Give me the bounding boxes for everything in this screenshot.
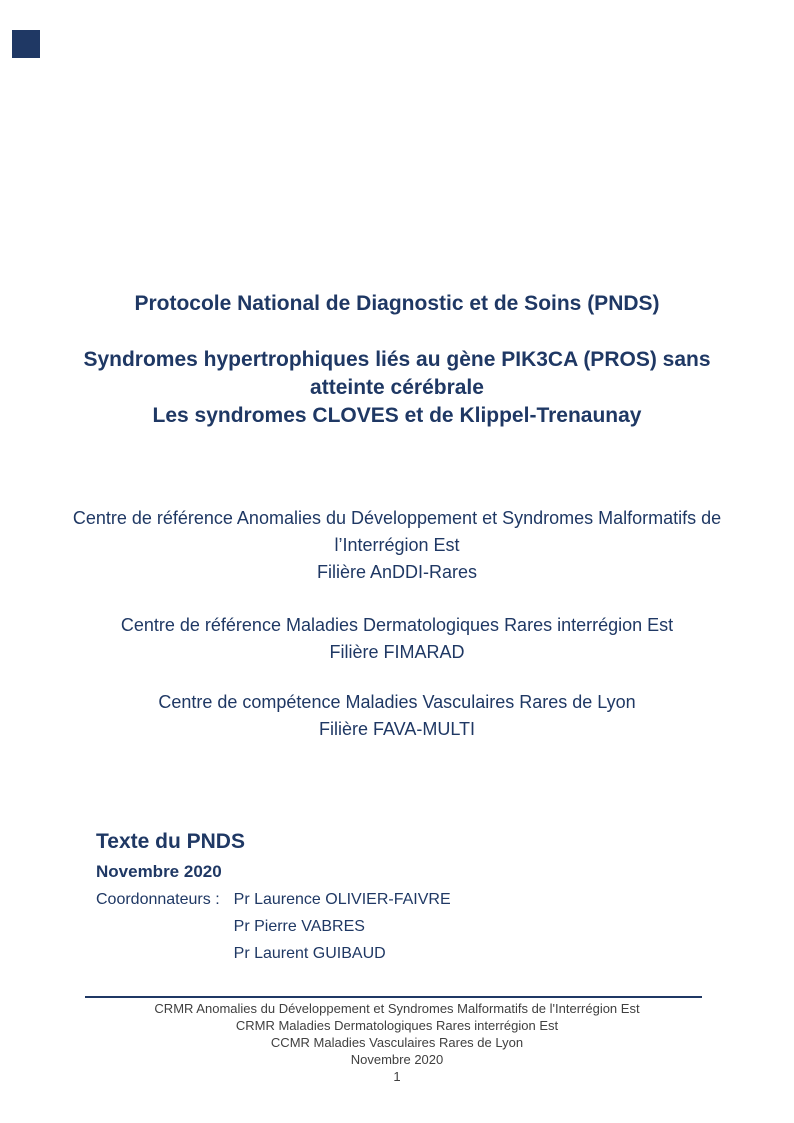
subtitle-line-3: Les syndromes CLOVES et de Klippel-Trenaunay	[152, 404, 642, 427]
reference-center-anddi-line-3: Filière AnDDI-Rares	[316, 562, 478, 582]
coordinator-name-1: Pr Laurence OLIVIER-FAIVRE	[233, 891, 451, 908]
subtitle-line-1: Syndromes hypertrophiques liés au gène PIK3CA (PROS) sans	[83, 348, 711, 371]
footer-line-ccmr-vasc: CCMR Maladies Vasculaires Rares de Lyon	[270, 1035, 524, 1050]
coordinators-label: Coordonnateurs :	[96, 891, 220, 908]
pnds-text-heading: Texte du PNDS	[96, 830, 245, 853]
pnds-date: Novembre 2020	[96, 862, 222, 881]
competence-center-fava-multi-line-1: Centre de compétence Maladies Vasculaires Rares de Lyon	[158, 692, 636, 712]
coordinator-name-2: Pr Pierre VABRES	[233, 918, 365, 935]
reference-center-anddi	[0, 505, 794, 586]
reference-center-fimarad-line-1: Centre de référence Maladies Dermatologiques Rares interrégion Est	[120, 615, 674, 635]
reference-center-anddi-line-1: Centre de référence Anomalies du Développement et Syndromes Malformatifs de	[72, 508, 722, 528]
subtitle-line-2: atteinte cérébrale	[310, 376, 484, 399]
footer-line-crmr-anddi: CRMR Anomalies du Développement et Syndromes Malformatifs de l'Interrégion Est	[154, 1001, 640, 1016]
document-subtitle	[0, 346, 794, 430]
page-footer	[0, 1000, 794, 1085]
competence-center-fava-multi-line-2: Filière FAVA-MULTI	[318, 719, 475, 739]
reference-center-fimarad	[0, 612, 794, 666]
footer-divider-rule	[85, 996, 702, 998]
reference-center-anddi-line-2: l’Interrégion Est	[334, 535, 460, 555]
competence-center-fava-multi	[0, 689, 794, 743]
navy-square-logo-mark	[12, 30, 40, 58]
coordinator-name-3: Pr Laurent GUIBAUD	[233, 945, 386, 962]
footer-page-number: 1	[393, 1069, 401, 1084]
document-title: Protocole National de Diagnostic et de Soins (PNDS)	[134, 292, 660, 315]
footer-line-date: Novembre 2020	[350, 1052, 444, 1067]
footer-line-crmr-derm: CRMR Maladies Dermatologiques Rares interrégion Est	[235, 1018, 559, 1033]
reference-center-fimarad-line-2: Filière FIMARAD	[329, 642, 465, 662]
coordinators-section	[96, 886, 451, 967]
coordinators-names	[234, 886, 451, 967]
